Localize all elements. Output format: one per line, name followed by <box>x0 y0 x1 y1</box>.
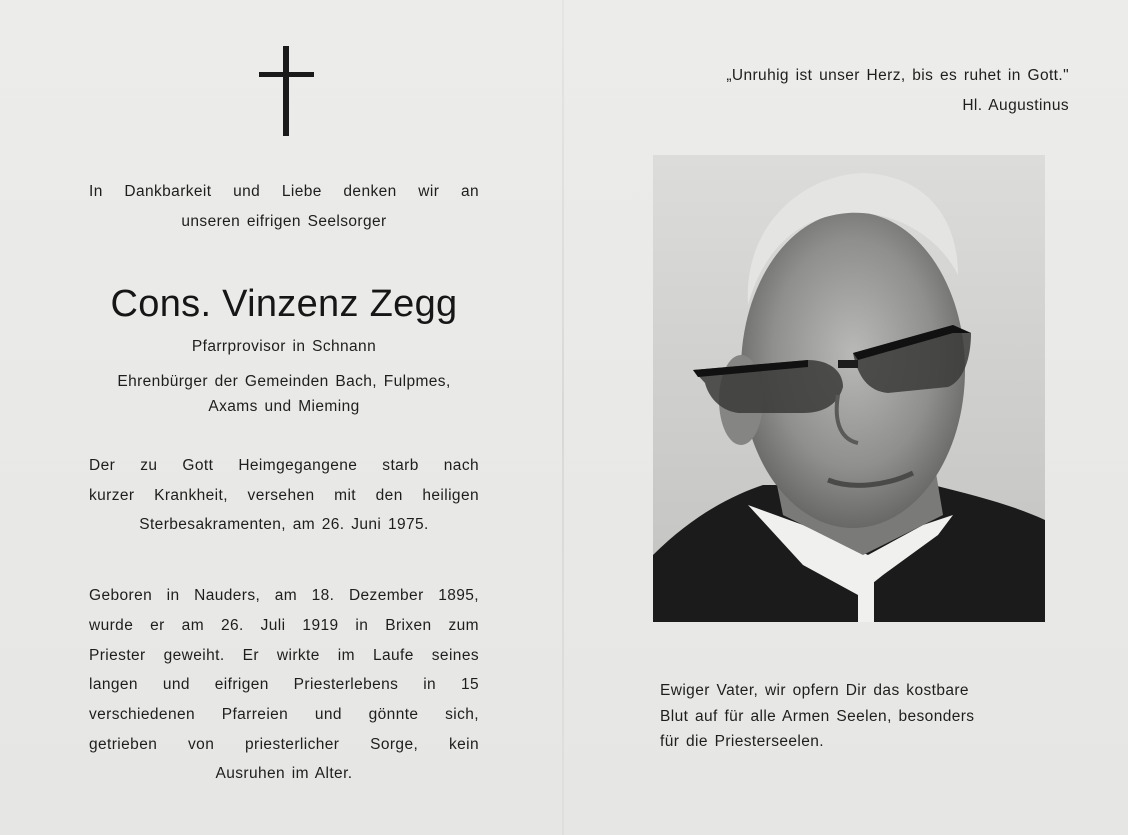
quote-author: Hl. Augustinus <box>962 97 1069 114</box>
honors-line-1: Ehrenbürger der Gemeinden Bach, Fulpmes, <box>117 373 451 390</box>
death-line-3: Sterbesakramenten, am 26. Juni 1975. <box>139 516 429 533</box>
honors-line-2: Axams und Mieming <box>208 398 360 415</box>
death-line-1: Der zu Gott Heimgegangene starb nach <box>89 457 479 474</box>
bio-line-7: Ausruhen im Alter. <box>215 765 353 782</box>
bio-line-5: verschiedenen Pfarreien und gönnte sich, <box>89 706 479 723</box>
deceased-name: Cons. Vinzenz Zegg <box>110 283 458 325</box>
bio-line-2: wurde er am 26. Juli 1919 in Brixen zum <box>89 617 479 634</box>
card-fold <box>562 0 564 835</box>
bio-line-3: Priester geweiht. Er wirkte im Laufe seines <box>89 647 479 664</box>
portrait-photo <box>653 155 1045 622</box>
intro-line-2: unseren eifrigen Seelsorger <box>181 213 387 230</box>
intro-line-1: In Dankbarkeit und Liebe denken wir an <box>89 183 479 200</box>
bio-line-4: langen und eifrigen Priesterlebens in 15 <box>89 676 479 693</box>
cross-icon <box>259 46 315 138</box>
prayer-line-1: Ewiger Vater, wir opfern Dir das kostbare <box>660 682 969 699</box>
prayer-line-2: Blut auf für alle Armen Seelen, besonders <box>660 708 975 725</box>
augustine-quote: „Unruhig ist unser Herz, bis es ruhet in Gott." <box>726 67 1069 84</box>
deceased-role: Pfarrprovisor in Schnann <box>191 338 377 355</box>
bio-line-1: Geboren in Nauders, am 18. Dezember 1895, <box>89 587 479 604</box>
prayer-line-3: für die Priesterseelen. <box>660 733 824 750</box>
death-line-2: kurzer Krankheit, versehen mit den heiligen <box>89 487 479 504</box>
priest-portrait-icon <box>653 155 1045 622</box>
bio-line-6: getrieben von priesterlicher Sorge, kein <box>89 736 479 753</box>
